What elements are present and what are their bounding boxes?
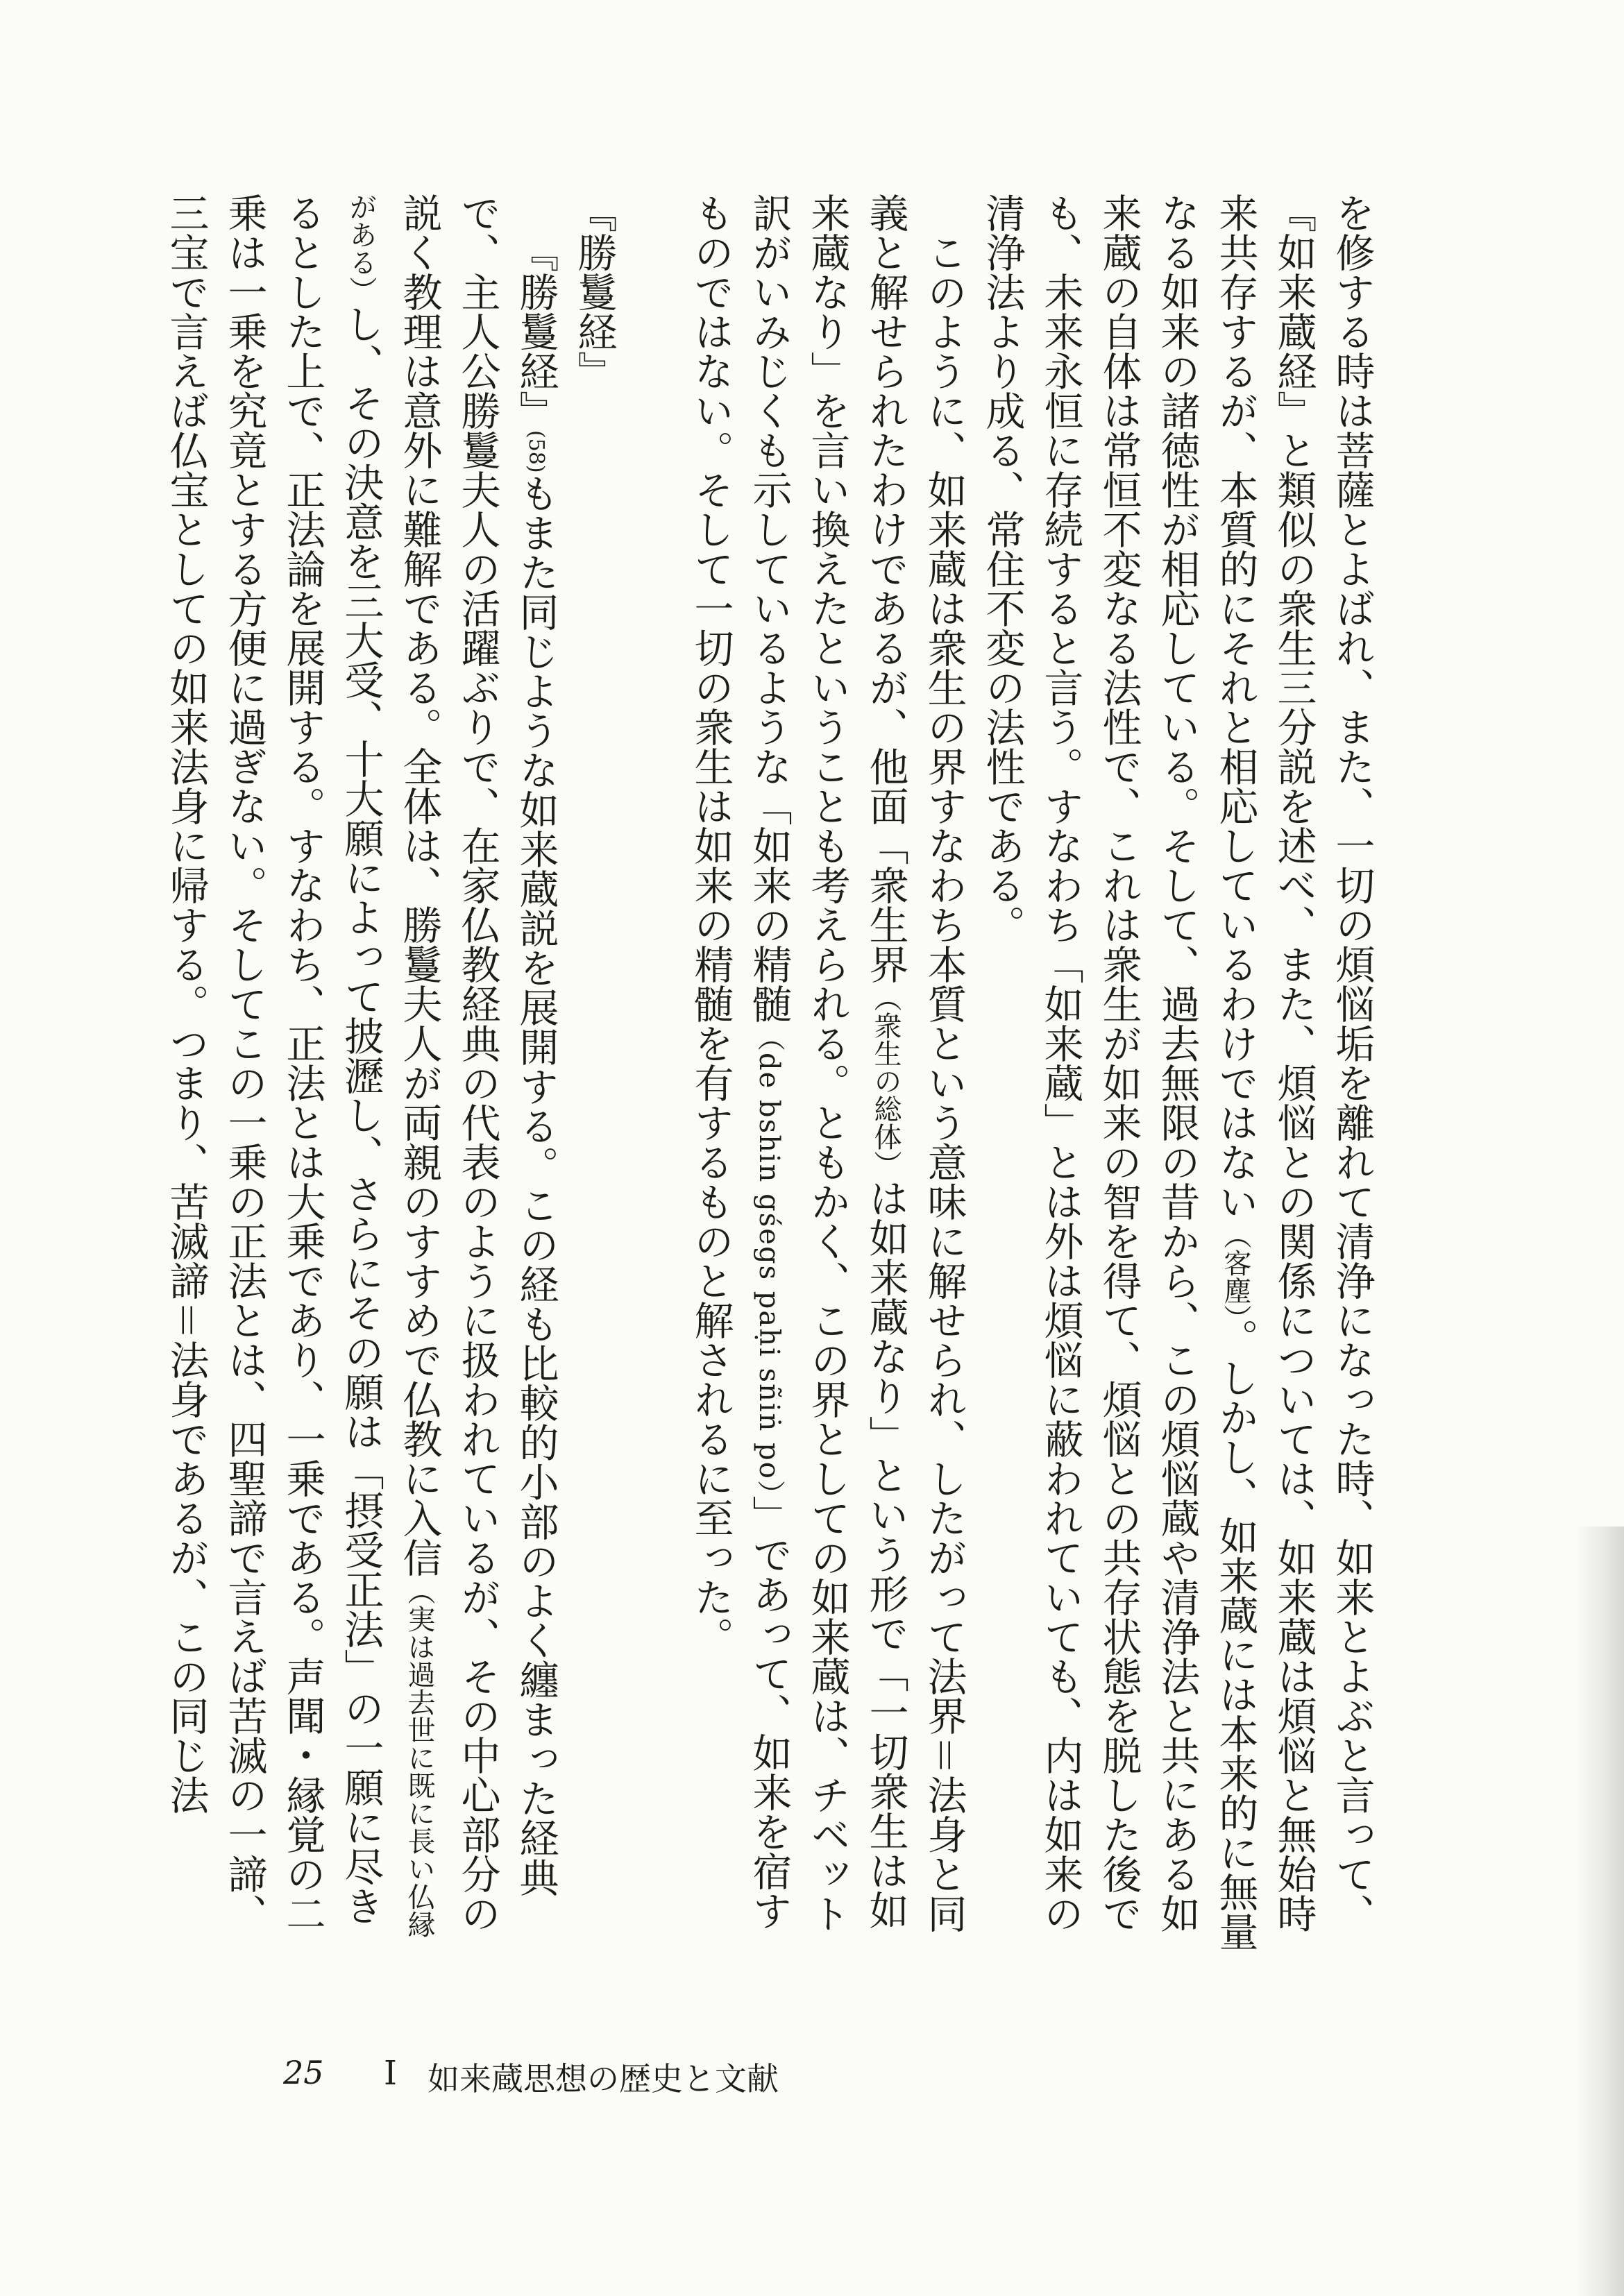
paragraph-1-note-1: （客塵） — [1219, 1221, 1251, 1318]
paragraph-3-note-1: （実は過去世に既に長い仏縁がある） — [345, 193, 435, 1938]
vertical-body-text — [163, 193, 1381, 1955]
paragraph-1-text-2: 。しかし、如来蔵には本来的に無量なる如来の諸徳性が相応している。そして、過去無限の昔から、この煩悩蔵や清浄法と共にある如来蔵の自体は常恒不変なる法性で、これは衆生が如来の智を得て、煩悩との共存状態を脱した後でも、未来永恒に存続すると言う。すなわち「如来蔵」とは外は煩悩に蔽われていても、内は如来の清浄法より成る、常住不変の法性である。 — [979, 193, 1258, 1951]
paragraph-3-text-1: 『勝鬘経』 — [513, 232, 559, 430]
paragraph-1 — [973, 193, 1381, 1955]
scan-edge-shadow — [1575, 1527, 1624, 2296]
paragraph-2-text-3: 」であって、如来を宿すものではない。そして一切の衆生は如来の精髄を有するものと解されるに至った。 — [688, 193, 792, 1930]
paragraph-3-text-2: もまた同じような如来蔵説を展開する。この経も比較的小部のよく纏まった経典で、主人公勝鬘夫人の活躍ぶりで、在家仏教経典の代表のように扱われているが、その中心部分の説く教理は意外に難解である。全体は、勝鬘夫人が両親のすすめで仏教に入信 — [396, 193, 559, 1933]
section-heading: 『勝鬘経』 — [571, 193, 617, 391]
paragraph-1-text-1: を修する時は菩薩とよばれ、また、一切の煩悩垢を離れて清浄になった時、如来とよぶと言って、『如来蔵経』と類似の衆生三分説を述べ、また、煩悩との関係については、如来蔵は煩悩と無始時来共存するが、本質的にそれと相応しているわけではない — [1212, 193, 1375, 1933]
page-footer — [283, 2054, 1185, 2102]
paragraph-2 — [682, 193, 973, 1955]
paragraph-3-text-3: し、その決意を三大受、十大願によって披瀝し、さらにその願は「摂受正法」の一願に尽きるとした上で、正法論を展開する。すなわち、正法とは大乗であり、一乗である。声聞・縁覚の二乗は一乗を究竟とする方便に過ぎない。そしてこの一乗の正法とは、四聖諦で言えば苦滅の一諦、三宝で言えば仏宝としての如来法身に帰する。つまり、苦滅諦＝法身であるが、この同じ法 — [163, 193, 384, 1933]
paragraph-3 — [157, 193, 565, 1955]
part-marker: I — [384, 2054, 397, 2093]
paragraph-2-tibetan-term: （de bshin gśegs paḥi sñiṅ po） — [753, 1023, 785, 1495]
page-number: 25 — [283, 2054, 324, 2091]
paragraph-2-text-2: は如来蔵なり」という形で「一切衆生は如来蔵なり」を言い換えたということも考えられる。ともかく、この界としての如来蔵は、チベット訳がいみじくも示しているような「如来の精髄 — [746, 193, 908, 1933]
paragraph-2-note-1: （衆生の総体） — [870, 984, 902, 1178]
paragraph-2-text-1: このように、如来蔵は衆生の界すなわち本質という意味に解せられ、したがって法界＝法身と同義と解せられたわけであるが、他面「衆生界 — [863, 193, 967, 1933]
paragraph-3-note-ref: (58) — [524, 430, 548, 473]
running-title: 如来蔵思想の歴史と文献 — [428, 2060, 779, 2098]
